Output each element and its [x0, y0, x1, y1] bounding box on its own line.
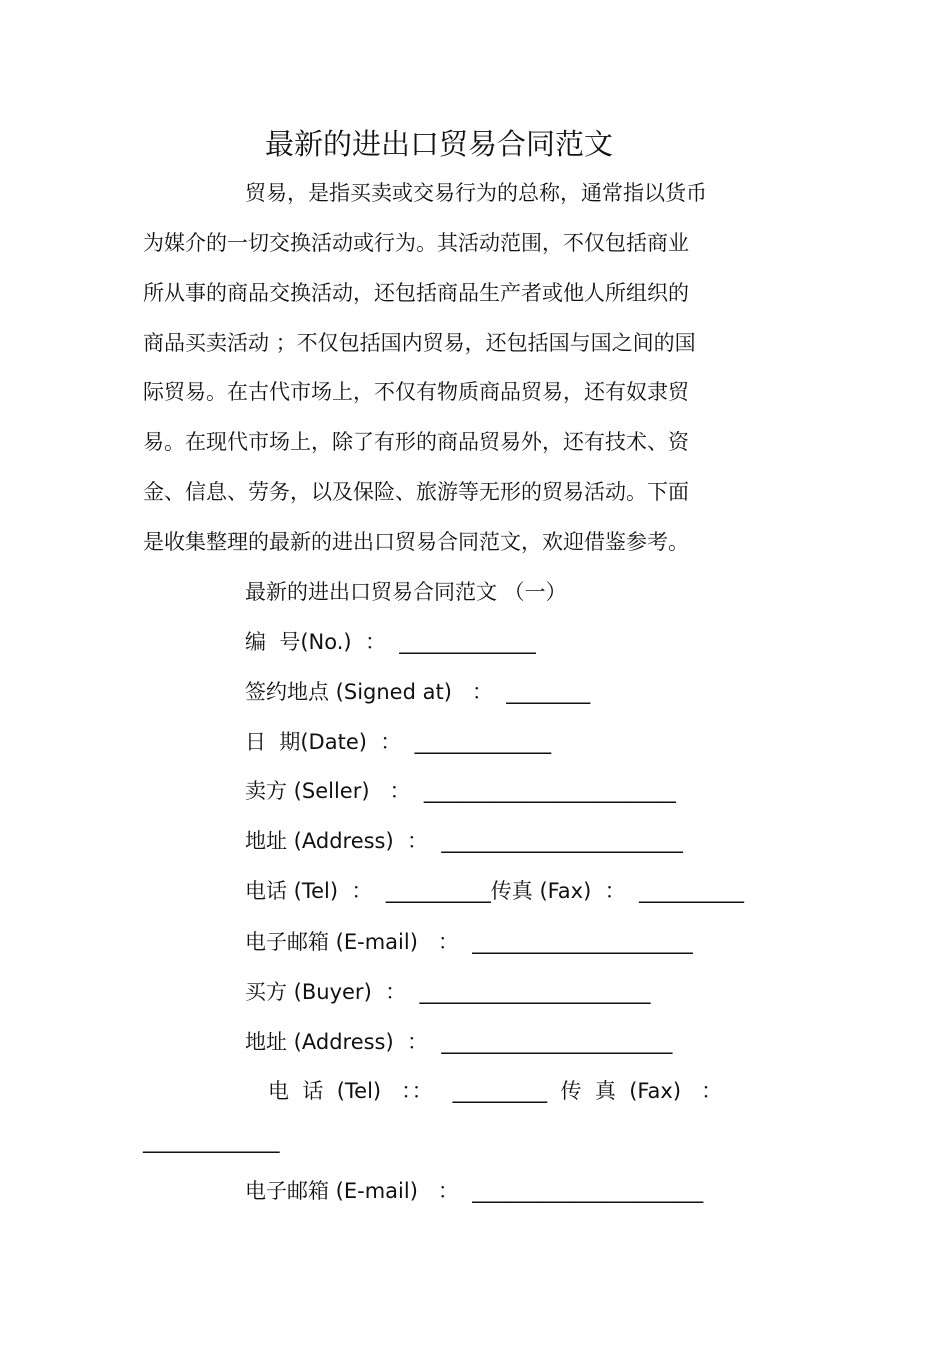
field-buyer-tel-fax-continued: _____________ [143, 1129, 280, 1153]
intro-line-6: 易。在现代市场上，除了有形的商品贸易外，还有技术、资 [143, 430, 689, 454]
field-seller-address: 地址 (Address) ： _______________________ [245, 829, 683, 853]
field-signed-at: 签约地点 (Signed at) ： ________ [245, 680, 591, 704]
field-date: 日 期(Date) ： _____________ [245, 730, 552, 754]
field-buyer: 买方 (Buyer) ： ______________________ [245, 980, 651, 1004]
field-buyer-tel-fax: 电 话 (Tel) ：： _________ 传 真 (Fax) ： [268, 1079, 723, 1103]
intro-line-1: 贸易，是指买卖或交易行为的总称，通常指以货币 [245, 181, 707, 205]
field-seller: 卖方 (Seller) ： ________________________ [245, 779, 676, 803]
intro-line-7: 金、信息、劳务，以及保险、旅游等无形的贸易活动。下面 [143, 480, 689, 504]
intro-line-2: 为媒介的一切交换活动或行为。其活动范围，不仅包括商业 [143, 231, 689, 255]
intro-line-4: 商品买卖活动 ；不仅包括国内贸易，还包括国与国之间的国 [143, 331, 696, 355]
intro-line-3: 所从事的商品交换活动，还包括商品生产者或他人所组织的 [143, 281, 689, 305]
field-buyer-email: 电子邮箱 (E-mail) ： ______________________ [245, 1179, 704, 1203]
document-title: 最新的进出口贸易合同范文 [265, 127, 614, 161]
field-number: 编 号(No.) ： _____________ [245, 630, 536, 654]
intro-line-8: 是收集整理的最新的进出口贸易合同范文，欢迎借鉴参考。 [143, 530, 689, 554]
field-seller-tel-fax: 电话 (Tel) ： __________传真 (Fax) ： __________ [245, 879, 744, 903]
intro-line-5: 际贸易。在古代市场上，不仅有物质商品贸易，还有奴隶贸 [143, 380, 689, 404]
section-heading: 最新的进出口贸易合同范文 （一） [245, 580, 567, 604]
field-seller-email: 电子邮箱 (E-mail) ： _____________________ [245, 930, 693, 954]
field-buyer-address: 地址 (Address) ： ______________________ [245, 1030, 673, 1054]
